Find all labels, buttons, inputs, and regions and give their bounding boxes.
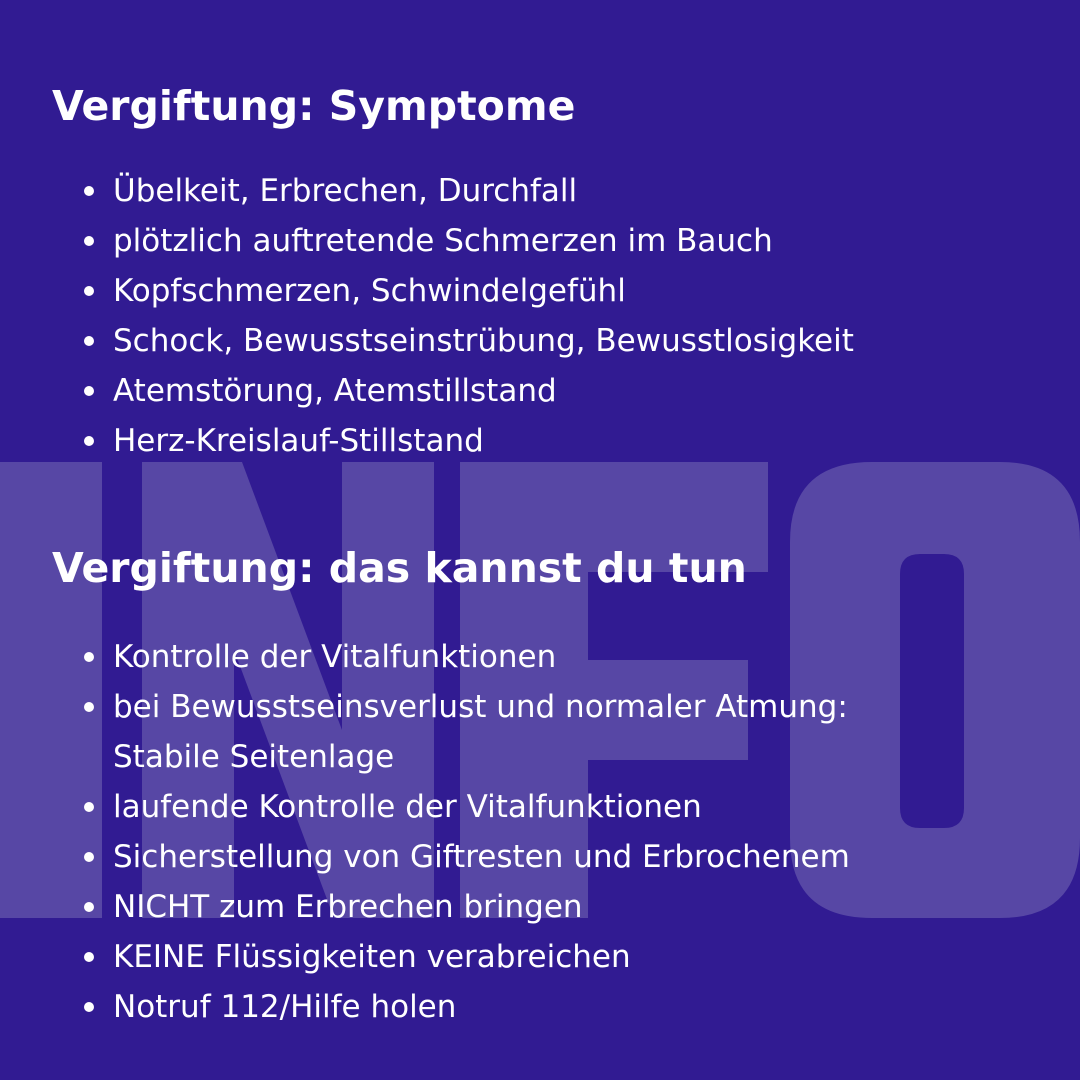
bullet-dot-icon bbox=[84, 952, 94, 962]
list-item bbox=[52, 882, 850, 932]
actions-list bbox=[52, 632, 850, 1032]
list-item-text: Übelkeit, Erbrechen, Durchfall bbox=[113, 173, 578, 209]
list-item bbox=[52, 932, 850, 982]
bullet-dot-icon bbox=[84, 186, 94, 196]
list-item-text: Notruf 112/Hilfe holen bbox=[113, 989, 457, 1025]
symptoms-heading: Vergiftung: Symptome bbox=[52, 82, 576, 130]
list-item bbox=[52, 316, 854, 366]
symptoms-section bbox=[52, 78, 854, 466]
actions-heading: Vergiftung: das kannst du tun bbox=[52, 544, 747, 592]
list-item-text: NICHT zum Erbrechen bringen bbox=[113, 889, 583, 925]
list-item-text: laufende Kontrolle der Vitalfunktionen bbox=[113, 789, 702, 825]
bullet-dot-icon bbox=[84, 1002, 94, 1012]
list-item-text: plötzlich auftretende Schmerzen im Bauch bbox=[113, 223, 773, 259]
bullet-dot-icon bbox=[84, 852, 94, 862]
list-item-text: Atemstörung, Atemstillstand bbox=[113, 373, 557, 409]
bullet-dot-icon bbox=[84, 386, 94, 396]
list-item-text: Stabile Seitenlage bbox=[113, 739, 395, 775]
list-item-text: Herz-Kreislauf-Stillstand bbox=[113, 423, 484, 459]
bullet-dot-icon bbox=[84, 336, 94, 346]
bullet-dot-icon bbox=[84, 286, 94, 296]
list-item bbox=[52, 216, 854, 266]
list-item bbox=[52, 366, 854, 416]
bullet-dot-icon bbox=[84, 802, 94, 812]
bullet-dot-icon bbox=[84, 652, 94, 662]
list-item-text: KEINE Flüssigkeiten verabreichen bbox=[113, 939, 631, 975]
list-item bbox=[52, 782, 850, 832]
list-item-text: Kontrolle der Vitalfunktionen bbox=[113, 639, 557, 675]
list-item-text: Sicherstellung von Giftresten und Erbrochenem bbox=[113, 839, 850, 875]
list-item-text: Schock, Bewusstseinstrübung, Bewusstlosigkeit bbox=[113, 323, 854, 359]
bullet-dot-icon bbox=[84, 702, 94, 712]
bullet-dot-icon bbox=[84, 902, 94, 912]
list-item bbox=[52, 832, 850, 882]
list-item bbox=[52, 682, 850, 732]
list-item bbox=[52, 416, 854, 466]
symptoms-list bbox=[52, 166, 854, 466]
list-item bbox=[52, 982, 850, 1032]
actions-section bbox=[52, 540, 850, 1032]
list-item bbox=[52, 266, 854, 316]
list-item bbox=[52, 166, 854, 216]
list-item-text: Kopfschmerzen, Schwindelgefühl bbox=[113, 273, 626, 309]
list-item-text: bei Bewusstseinsverlust und normaler Atmung: bbox=[113, 689, 848, 725]
bullet-dot-icon bbox=[84, 236, 94, 246]
bullet-dot-icon bbox=[84, 436, 94, 446]
list-item bbox=[52, 632, 850, 682]
list-item-continuation bbox=[52, 732, 850, 782]
